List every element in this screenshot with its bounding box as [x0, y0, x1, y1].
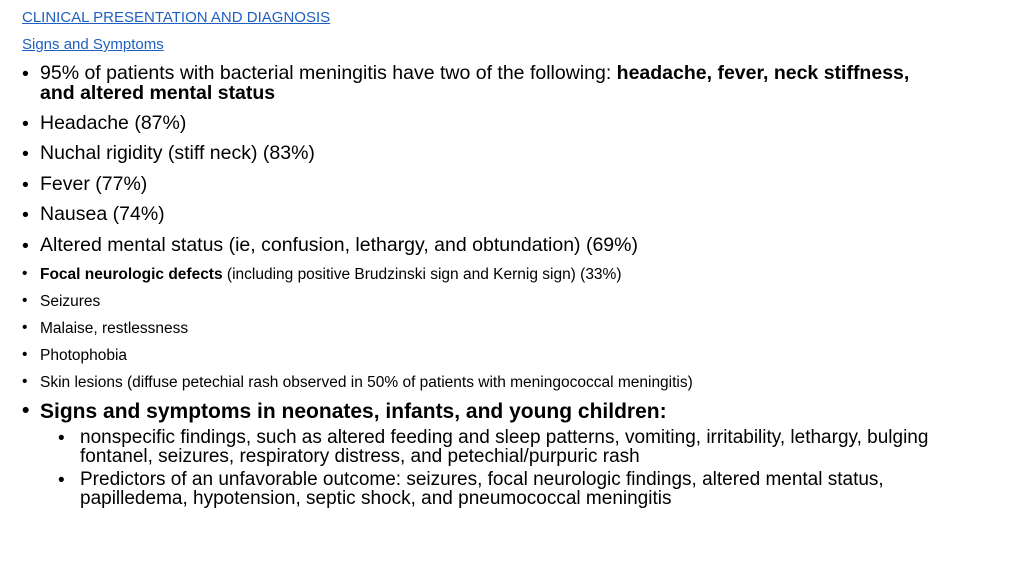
- list-item: [22, 63, 982, 107]
- list-item-text: Nausea (74%): [40, 203, 165, 225]
- list-item-text-bold: Focal neurologic defects: [40, 266, 223, 283]
- bullet-icon: •: [22, 346, 28, 363]
- list-item-text: Altered mental status (ie, confusion, lethargy, and obtundation) (69%): [40, 234, 638, 256]
- bullet-icon: •: [22, 113, 29, 135]
- list-item-text: Skin lesions (diffuse petechial rash observed in 50% of patients with meningococcal meningitis): [40, 374, 693, 391]
- list-item-text-regular: (including positive Brudzinski sign and Kernig sign) (33%): [222, 266, 622, 283]
- section-title-link[interactable]: CLINICAL PRESENTATION AND DIAGNOSIS: [22, 9, 331, 26]
- list-item: [22, 204, 982, 230]
- list-item: [22, 346, 982, 366]
- list-item-text-regular: 95% of patients with bacterial meningitis have two of the following:: [40, 62, 617, 84]
- bullet-icon: •: [22, 204, 29, 226]
- bullet-icon: •: [22, 265, 28, 282]
- list-item-text: Seizures: [40, 293, 101, 310]
- sub-list-item: [58, 428, 978, 468]
- list-item: [22, 113, 982, 139]
- list-item: [22, 265, 982, 285]
- list-item: [22, 143, 982, 169]
- list-item-text: Nuchal rigidity (stiff neck) (83%): [40, 142, 315, 164]
- list-item-text: [40, 63, 940, 103]
- bullet-icon: •: [22, 235, 29, 257]
- bullet-icon: •: [58, 470, 65, 491]
- list-item: [22, 399, 982, 427]
- bullet-icon: •: [22, 399, 30, 422]
- list-item-heading: Signs and symptoms in neonates, infants, and young children:: [40, 400, 667, 423]
- sub-list-item-text: Predictors of an unfavorable outcome: seizures, focal neurologic findings, altered mental status, papilledema, hypotension, septic shock, and pneumococcal meningitis: [80, 469, 884, 509]
- list-item: [22, 319, 982, 339]
- list-item: [22, 235, 982, 261]
- bullet-icon: •: [22, 319, 28, 336]
- sub-list-item: [58, 470, 978, 510]
- list-item: [22, 373, 982, 393]
- list-item-text: [40, 265, 975, 285]
- list-item: [22, 174, 982, 200]
- list-item-text: Photophobia: [40, 347, 128, 364]
- bullet-icon: •: [22, 292, 28, 309]
- subsection-title-link[interactable]: Signs and Symptoms: [22, 36, 164, 53]
- bullet-icon: •: [58, 428, 65, 449]
- list-item-text: Headache (87%): [40, 112, 187, 134]
- bullet-icon: •: [22, 373, 28, 390]
- list-item-text: Fever (77%): [40, 173, 148, 195]
- bullet-icon: •: [22, 143, 29, 165]
- list-item-text-bold: headache, fever, neck stiffness, and altered mental status: [40, 62, 910, 104]
- list-item-text: Malaise, restlessness: [40, 320, 189, 337]
- list-item: [22, 292, 982, 312]
- bullet-icon: •: [22, 174, 29, 196]
- bullet-icon: •: [22, 63, 29, 85]
- sub-list-item-text: nonspecific findings, such as altered feeding and sleep patterns, vomiting, irritability, lethargy, bulging fontanel, seizures, respiratory distress, and petechial/purpuric rash: [80, 427, 929, 467]
